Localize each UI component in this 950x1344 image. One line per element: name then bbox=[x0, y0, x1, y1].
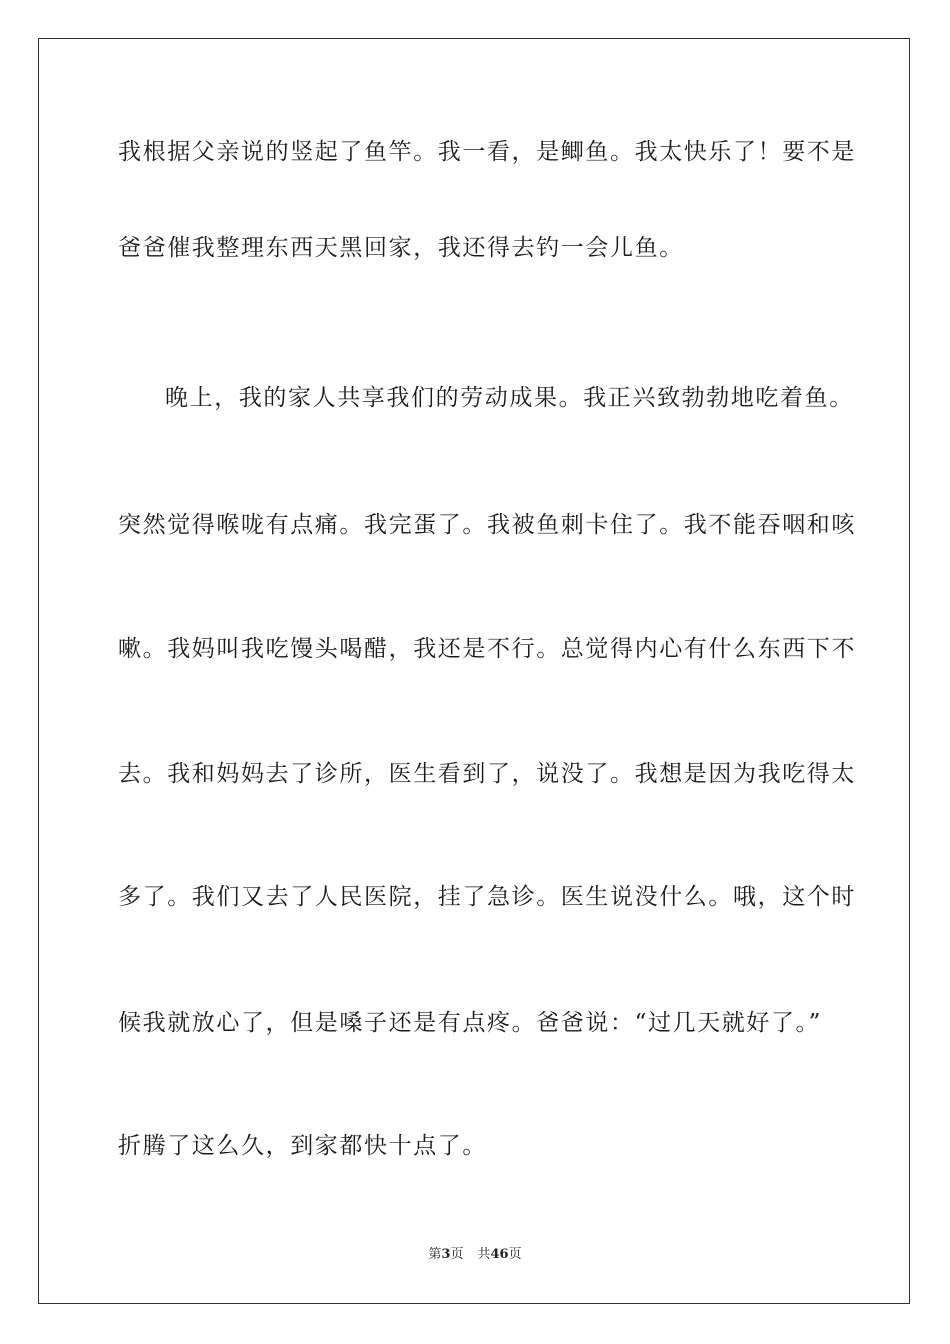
page-border bbox=[38, 38, 910, 1304]
total-pages: 46 bbox=[490, 1247, 509, 1262]
text-line-3-paragraph-start: 晚上，我的家人共享我们的劳动成果。我正兴致勃勃地吃着鱼。 bbox=[165, 385, 854, 411]
text-line-4: 突然觉得喉咙有点痛。我完蛋了。我被鱼刺卡住了。我不能吞咽和咳 bbox=[118, 512, 856, 538]
text-line-7: 多了。我们又去了人民医院，挂了急诊。医生说没什么。哦，这个时 bbox=[118, 884, 856, 910]
page-footer bbox=[0, 1246, 950, 1264]
page-number: 3 bbox=[441, 1247, 451, 1262]
page-suffix: 页 bbox=[450, 1247, 464, 1262]
text-line-1: 我根据父亲说的竖起了鱼竿。我一看，是鲫鱼。我太快乐了！要不是 bbox=[118, 139, 856, 165]
text-line-2: 爸爸催我整理东西天黑回家，我还得去钓一会儿鱼。 bbox=[118, 235, 684, 261]
page-prefix: 第 bbox=[428, 1247, 442, 1262]
text-line-6: 去。我和妈妈去了诊所，医生看到了，说没了。我想是因为我吃得太 bbox=[118, 761, 856, 787]
total-suffix: 页 bbox=[508, 1247, 522, 1262]
text-line-5: 嗽。我妈叫我吃馒头喝醋，我还是不行。总觉得内心有什么东西下不 bbox=[118, 636, 856, 662]
text-line-8: 候我就放心了，但是嗓子还是有点疼。爸爸说：“过几天就好了。” bbox=[118, 1010, 823, 1036]
text-line-9: 折腾了这么久，到家都快十点了。 bbox=[118, 1133, 487, 1159]
total-prefix: 共 bbox=[477, 1247, 491, 1262]
